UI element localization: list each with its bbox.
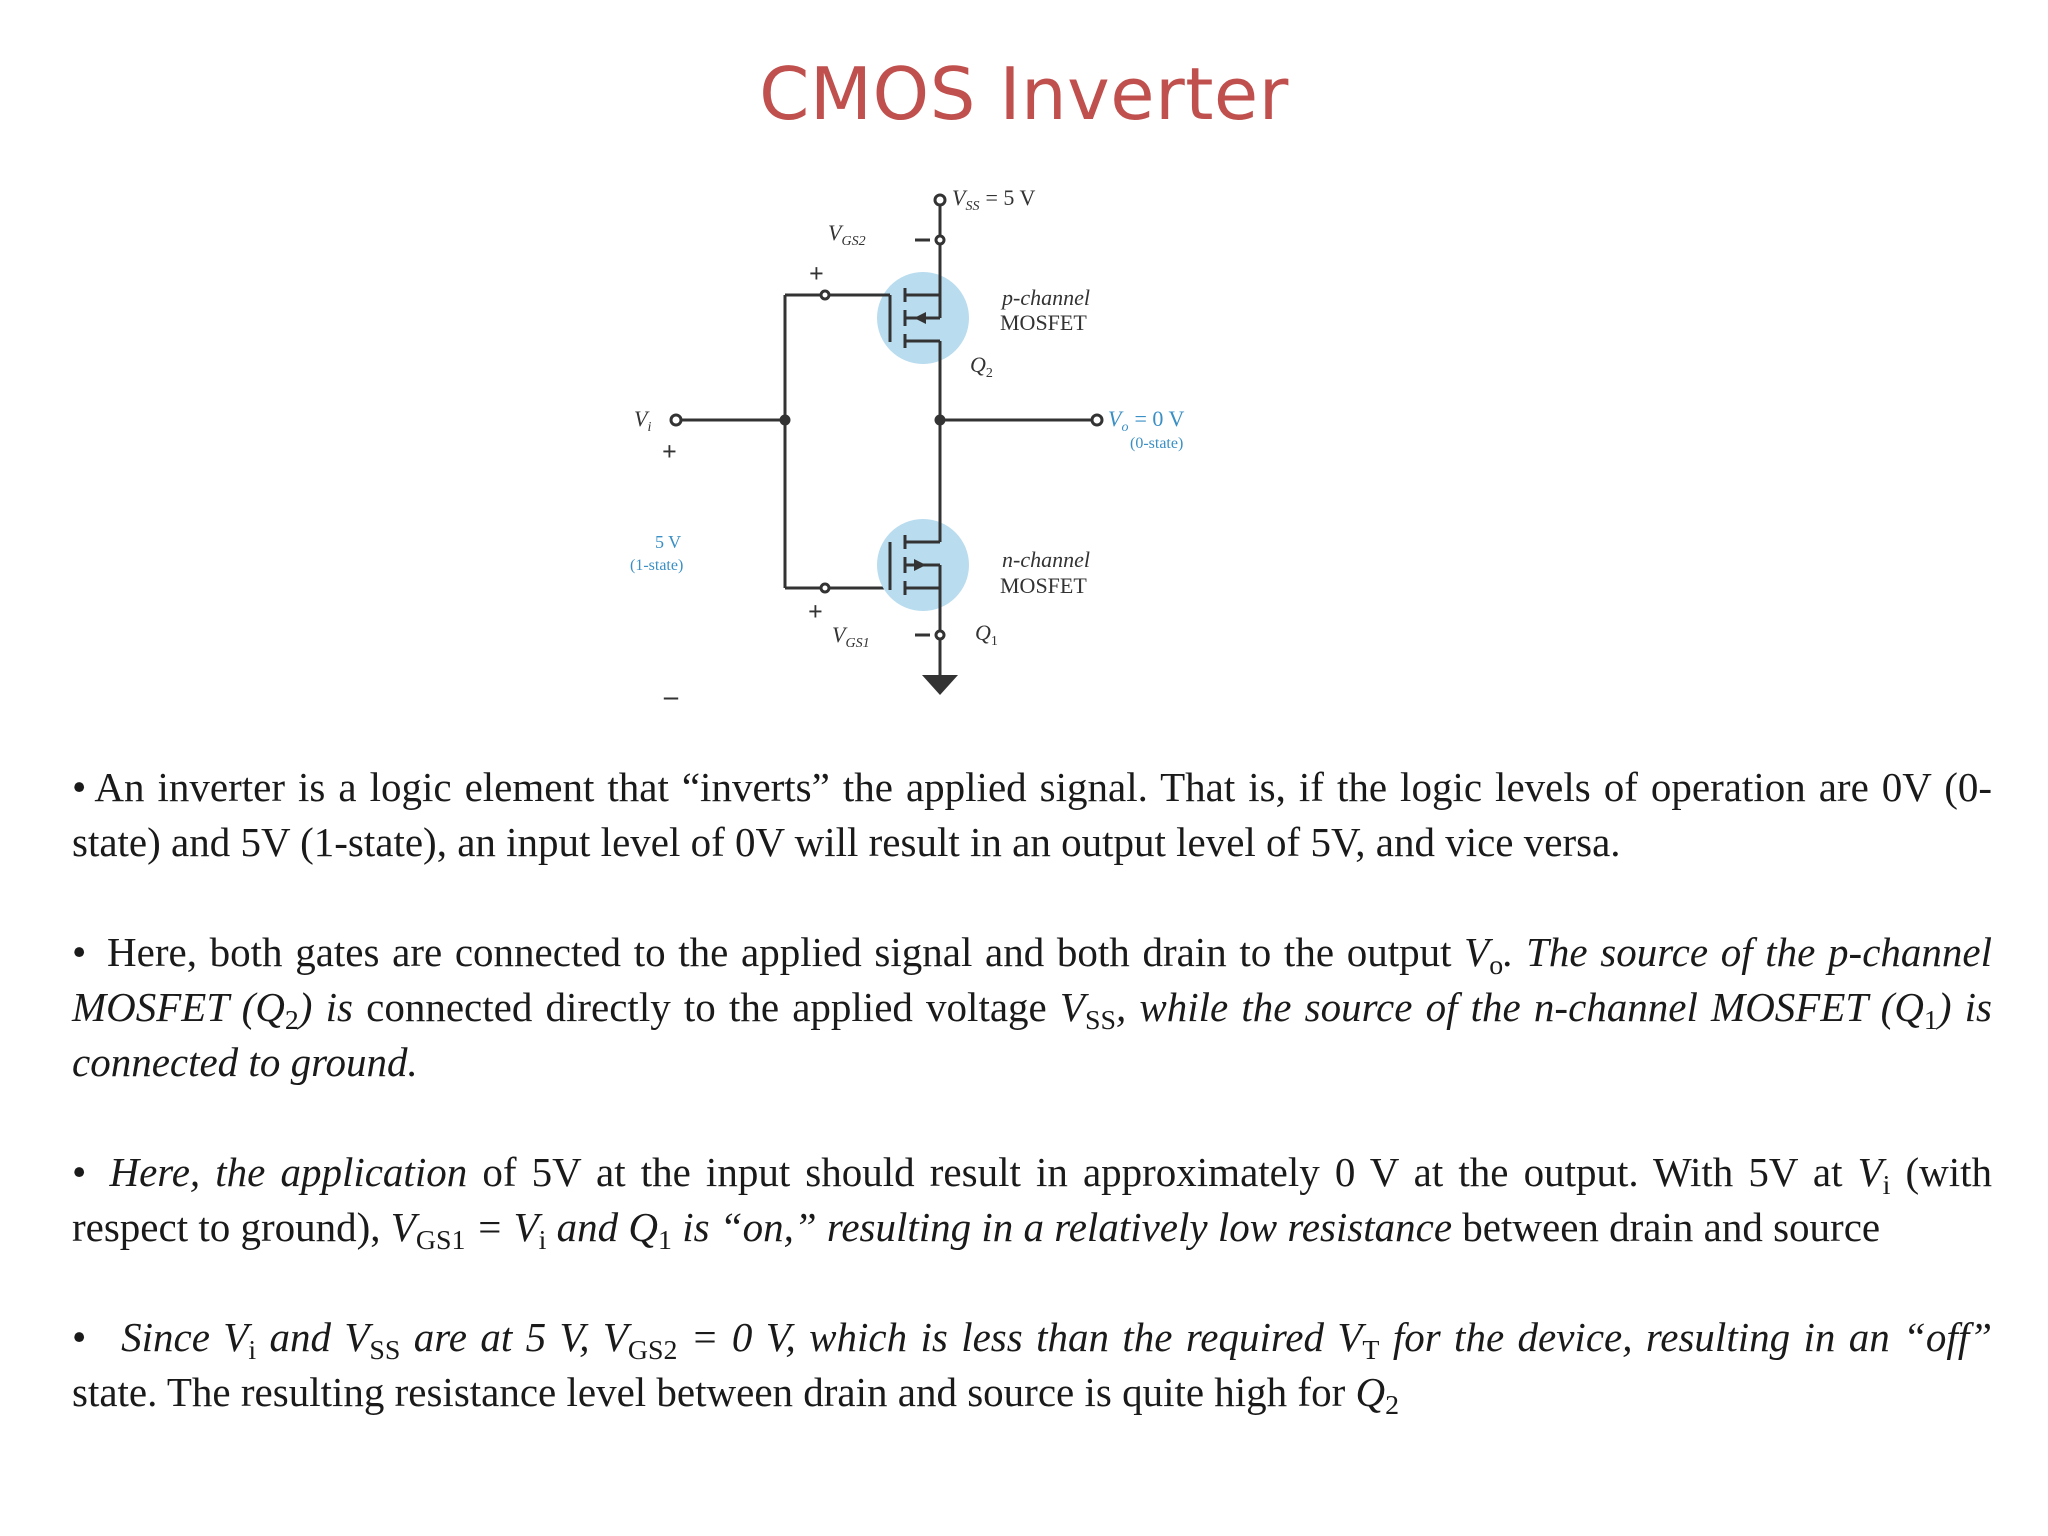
- vss-terminal: [935, 195, 945, 205]
- vgs2-plus-terminal: [821, 291, 829, 299]
- paragraph-inverter-definition: • An inverter is a logic element that “inverts” the applied signal. That is, if the logic levels of operation are 0V (0-state) and 5V (1-state), an input level of 0V will result in an output level of 5V, and vice versa.: [72, 764, 1992, 865]
- bullet: •: [72, 1314, 87, 1360]
- cmos-inverter-circuit-diagram: [600, 170, 1300, 730]
- vss-label: $V_{SS} = 5$ V: [952, 185, 1036, 214]
- paragraph-connections: • Here, both gates are connected to the applied signal and both drain to the output $V_o$. The source of the p-channel MOSFET $(Q_2)$ is connected directly to the applied voltage $V_{SS}$, while the source of the n-channel MOSFET $(Q_1)$ is connected to ground.: [72, 929, 1992, 1085]
- vi-minus: –: [664, 681, 678, 712]
- vgs1-minus-terminal: [936, 631, 944, 639]
- q2-label: $Q_2$: [970, 352, 993, 381]
- vi-label: $V_i$: [634, 406, 652, 435]
- ground-symbol: [922, 675, 958, 695]
- nchannel-label-2: MOSFET: [1000, 573, 1087, 598]
- vgs1-plus: +: [808, 597, 823, 626]
- input-state-label: (1-state): [630, 557, 684, 574]
- vo-label: $V_o = 0$ V: [1108, 406, 1185, 435]
- nchannel-label-1: n-channel: [1002, 547, 1090, 572]
- q1-label: $Q_1$: [975, 620, 998, 649]
- pchannel-label-1: p-channel: [1002, 285, 1090, 310]
- vgs2-minus-terminal: [936, 236, 944, 244]
- output-junction: [936, 416, 944, 424]
- vgs2-plus: +: [809, 259, 824, 288]
- vo-terminal: [1092, 415, 1102, 425]
- vgs2-label: $V_{GS2}$: [828, 220, 866, 249]
- vgs1-label: $V_{GS1}$: [832, 622, 870, 651]
- paragraph-q1-on: • Here, the application of 5V at the input should result in approximately 0 V at the output. With 5V at $V_i$ (with respect to ground), $V_{GS1} = V_i$ and $Q_1$ is “on,” resulting in a relatively low resistance between drain and source: [72, 1149, 1993, 1256]
- vi-terminal: [671, 415, 681, 425]
- paragraph-q2-off: • Since $V_i$ and $V_{SS}$ are at 5 V, $V_{GS2} = 0$ V, which is less than the required $V_T$ for the device, resulting in an “off” state. The resulting resistance level between drain and source is quite high for $Q_2$: [72, 1314, 1993, 1421]
- bullet: •: [72, 929, 87, 975]
- input-junction: [781, 416, 789, 424]
- input-value-label: 5 V: [655, 532, 682, 552]
- slide-body: [72, 760, 1992, 1420]
- vi-plus: +: [662, 437, 677, 466]
- vgs1-plus-terminal: [821, 584, 829, 592]
- pchannel-label-2: MOSFET: [1000, 310, 1087, 335]
- slide-title: CMOS Inverter: [759, 52, 1289, 136]
- vo-state-label: (0-state): [1130, 435, 1184, 452]
- bullet: •: [72, 1149, 87, 1195]
- bullet: •: [72, 764, 87, 810]
